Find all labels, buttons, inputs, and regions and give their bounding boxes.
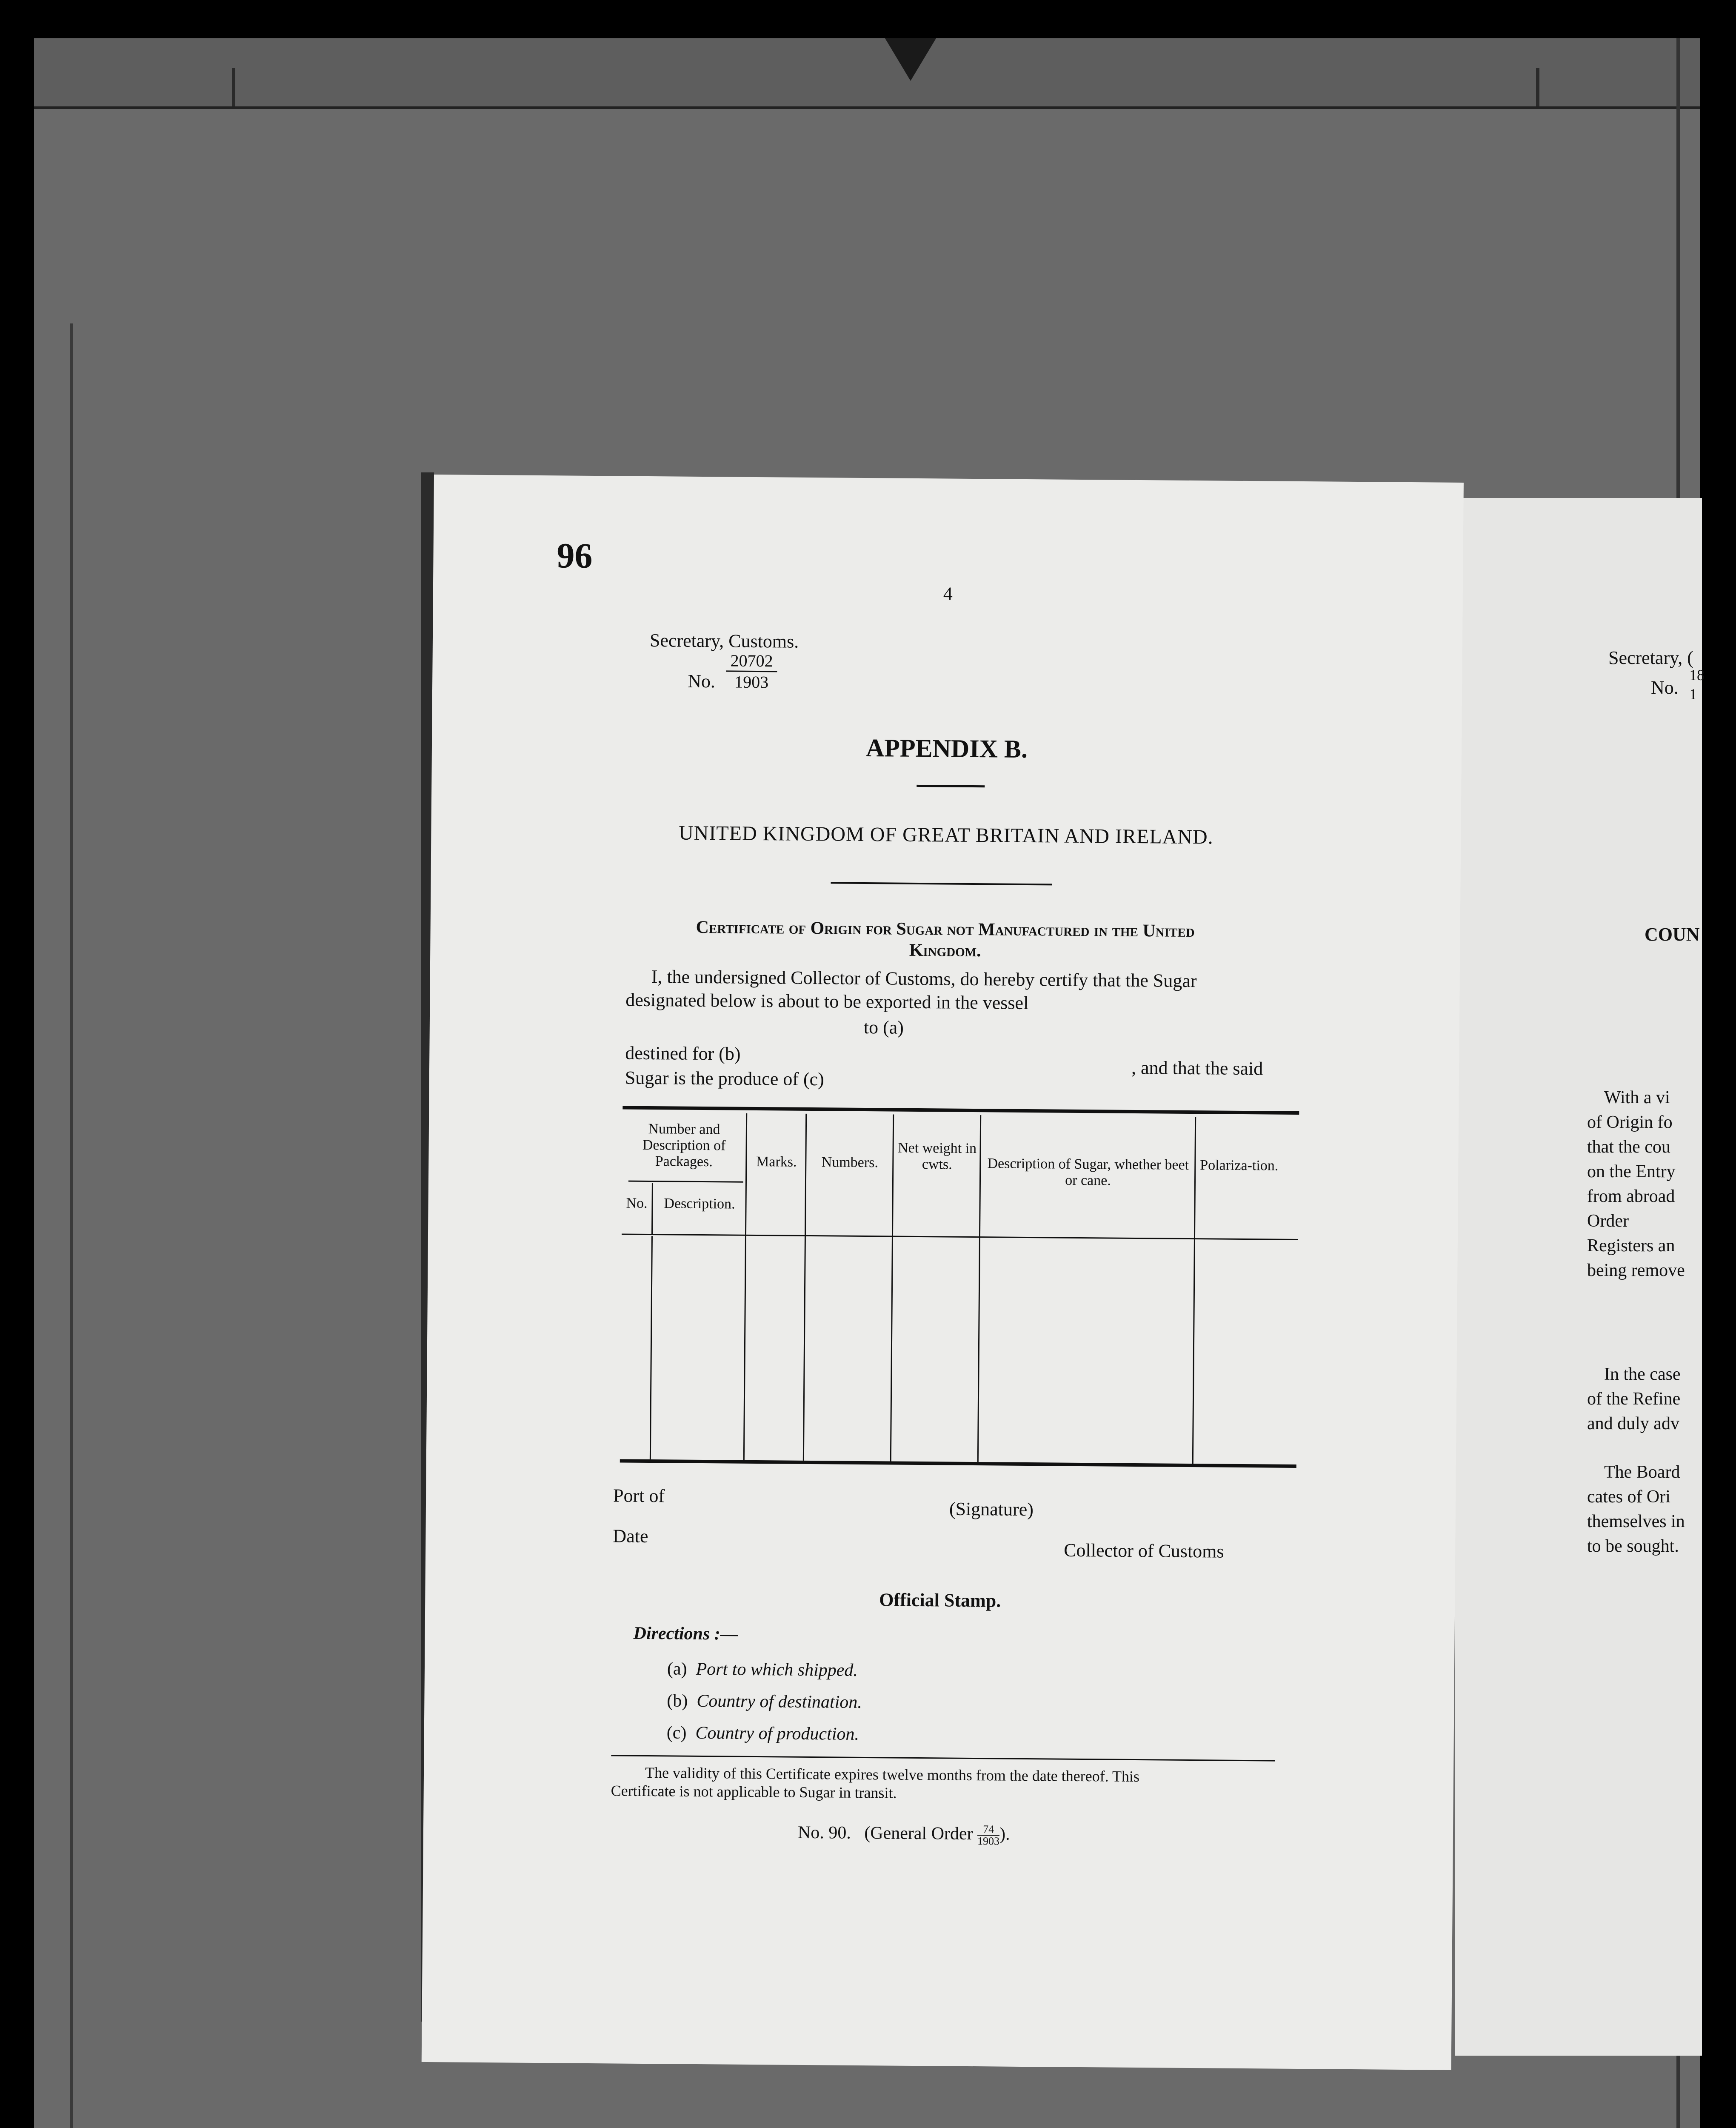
frame-top-strip [34,38,1700,109]
right-line: Registers an [1587,1236,1675,1256]
col-marks: Marks. [756,1153,797,1170]
right-line: being remove [1587,1261,1685,1280]
col-rule [650,1236,653,1459]
right-line: cates of Ori [1587,1487,1670,1507]
col-sugar-description: Description of Sugar, whether beet or cane. [987,1156,1189,1189]
footer-order-den: 1903 [977,1835,1000,1848]
right-line: of the Refine [1587,1389,1681,1409]
right-line: With a vi [1604,1088,1670,1107]
right-office: Secretary, ( [1608,647,1693,668]
right-ref-den: 1 [1689,686,1697,703]
footer-order [798,1822,1010,1847]
adjacent-page [1455,498,1705,2056]
footer-general-order: (General Order [864,1823,973,1844]
port-of: Port of [613,1485,665,1507]
document-page [422,475,1464,2070]
body-to: to (a) [863,1016,904,1038]
group-header-rule [628,1181,743,1183]
directions-list [666,1653,862,1750]
right-heading: COUN [1645,924,1700,945]
right-line: and duly adv [1587,1414,1679,1433]
frame-tick-right [1536,68,1539,106]
directions-label: Directions :— [633,1623,738,1644]
body-produce: Sugar is the produce of (c) [625,1067,825,1090]
right-line: on the Entry [1587,1162,1676,1181]
footer-order-num: 74 [977,1824,999,1836]
kingdom-title: UNITED KINGDOM OF GREAT BRITAIN AND IRELAND. [678,821,1213,849]
footer-order-close: ). [999,1824,1010,1844]
body-line-2: designated below is about to be exported in the vessel [625,989,1029,1014]
right-ref-num: 18 [1689,666,1705,684]
office-line: Secretary, Customs. [649,629,799,652]
validity-line-1: The validity of this Certificate expires twelve months from the date thereof. This [645,1764,1140,1785]
col-description: Description. [664,1196,735,1212]
body-line-1: I, the undersigned Collector of Customs, do hereby certify that the Sugar [651,966,1197,992]
right-line: from abroad [1587,1187,1675,1206]
table-top-rule [622,1106,1299,1115]
footer-no: No. 90. [797,1822,851,1843]
signature-label: (Signature) [949,1498,1034,1520]
col-numbers: Numbers. [821,1154,879,1171]
right-line: In the case [1604,1364,1681,1384]
ref-numerator: 20702 [726,650,777,672]
right-paragraph-2 [1587,1362,1681,1436]
frame-left-rule [70,323,73,2128]
ref-denominator: 1903 [734,672,769,692]
col-rule [651,1183,653,1234]
title-rule [917,785,985,787]
col-net-weight: Net weight in cwts. [897,1140,977,1173]
frame-notch-icon [885,38,936,85]
direction-item: (b) Country of destination. [667,1691,862,1712]
table-group-header: Number and Description of Packages. [642,1121,726,1170]
right-line: themselves in [1587,1512,1685,1531]
frame-tick-left [232,68,235,106]
date-label: Date [613,1525,648,1547]
col-no: No. [626,1195,648,1211]
appendix-title: APPENDIX B. [865,733,1028,763]
header-bottom-rule [622,1234,1298,1240]
directions-rule [611,1755,1275,1761]
body-and-said: , and that the said [1131,1057,1263,1079]
direction-item: (c) Country of production. [666,1723,859,1744]
collector-label: Collector of Customs [1064,1539,1224,1562]
table-bottom-rule [620,1459,1296,1468]
page-number: 96 [557,536,593,576]
right-line: The Board [1604,1462,1680,1482]
right-paragraph-1 [1587,1085,1685,1283]
kingdom-rule [831,882,1052,885]
ref-prefix: No. [688,670,716,692]
col-polarization: Polariza-tion. [1200,1157,1279,1174]
validity-line-2: Certificate is not applicable to Sugar in transit. [611,1782,897,1802]
official-stamp: Official Stamp. [879,1589,1001,1611]
direction-item: (a) Port to which shipped. [667,1659,858,1680]
certificate-title-1: Certificate of Origin for Sugar not Manufactured in the United [696,917,1195,941]
certificate-title-2: Kingdom. [909,940,981,961]
body-destined: destined for (b) [625,1042,741,1064]
right-paragraph-3 [1587,1460,1685,1559]
right-line: of Origin fo [1587,1113,1673,1132]
right-line: Order [1587,1211,1629,1231]
right-line: to be sought. [1587,1536,1679,1556]
right-line: that the cou [1587,1137,1670,1157]
folio-number: 4 [943,583,953,604]
right-ref-prefix: No. [1651,677,1679,698]
